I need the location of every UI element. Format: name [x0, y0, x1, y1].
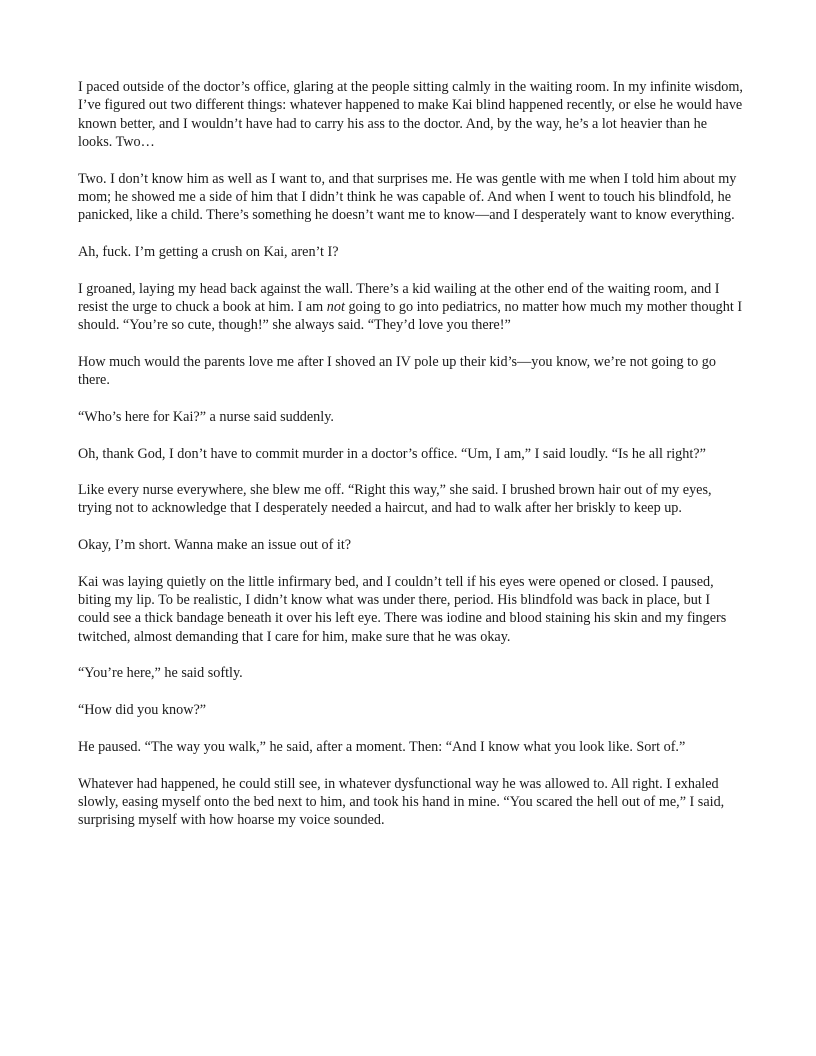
paragraph-13: He paused. “The way you walk,” he said, after a moment. Then: “And I know what you look like. Sort of.”	[78, 738, 686, 755]
paragraph-12: “How did you know?”	[78, 702, 207, 719]
paragraph-4-part-2: going to go into pediatrics, no matter how much my mother thought I should. “You’re so cute, though!” she always said. “They’d love you there!”	[78, 298, 743, 334]
paragraph-2: Two. I don’t know him as well as I want to, and that surprises me. He was gentle with me when I told him about my mom; he showed me a side of him that I didn’t think he was capable of. And when I went to touch his blindfold, he panicked, like a child. There’s something he doesn’t want me to know—and I desperately want to know everything.	[78, 170, 737, 224]
paragraph-4-emphasis: not	[326, 298, 345, 315]
document-page	[78, 78, 744, 848]
paragraph-5: How much would the parents love me after I shoved an IV pole up their kid’s—you know, we’re not going to go there.	[78, 353, 716, 389]
paragraph-1: I paced outside of the doctor’s office, glaring at the people sitting calmly in the waiting room. In my infinite wisdom, I’ve figured out two different things: whatever happened to make Kai blind happened recently, or else he would have known better, and I wouldn’t have had to carry his ass to the doctor. And, by the way, he’s a lot heavier than he looks. Two…	[78, 79, 743, 150]
paragraph-3: Ah, fuck. I’m getting a crush on Kai, aren’t I?	[78, 243, 339, 260]
paragraph-14: Whatever had happened, he could still see, in whatever dysfunctional way he was allowed to. All right. I exhaled slowly, easing myself onto the bed next to him, and took his hand in mine. “You scared the hell out of me,” I said, surprising myself with how hoarse my voice sounded.	[78, 775, 725, 829]
paragraph-9: Okay, I’m short. Wanna make an issue out of it?	[78, 537, 352, 554]
paragraph-8: Like every nurse everywhere, she blew me off. “Right this way,” she said. I brushed brown hair out of my eyes, trying not to acknowledge that I desperately needed a haircut, and had to walk after her briskly to keep up.	[78, 482, 712, 517]
paragraph-11: “You’re here,” he said softly.	[78, 665, 243, 682]
paragraph-7: Oh, thank God, I don’t have to commit murder in a doctor’s office. “Um, I am,” I said loudly. “Is he all right?”	[78, 445, 706, 462]
paragraph-10: Kai was laying quietly on the little infirmary bed, and I couldn’t tell if his eyes were opened or closed. I paused, biting my lip. To be realistic, I didn’t know what was under there, period. His blindfold was back in place, but I could see a thick bandage beneath it over his left eye. There was iodine and blood staining his skin and my fingers twitched, almost demanding that I care for him, make sure that he was okay.	[78, 573, 727, 645]
paragraph-4-part-1: I groaned, laying my head back against the wall. There’s a kid wailing at the other end of the waiting room, and I resist the urge to chuck a book at him. I am	[78, 280, 720, 315]
paragraph-4	[78, 280, 744, 335]
paragraph-6: “Who’s here for Kai?” a nurse said suddenly.	[78, 408, 334, 425]
